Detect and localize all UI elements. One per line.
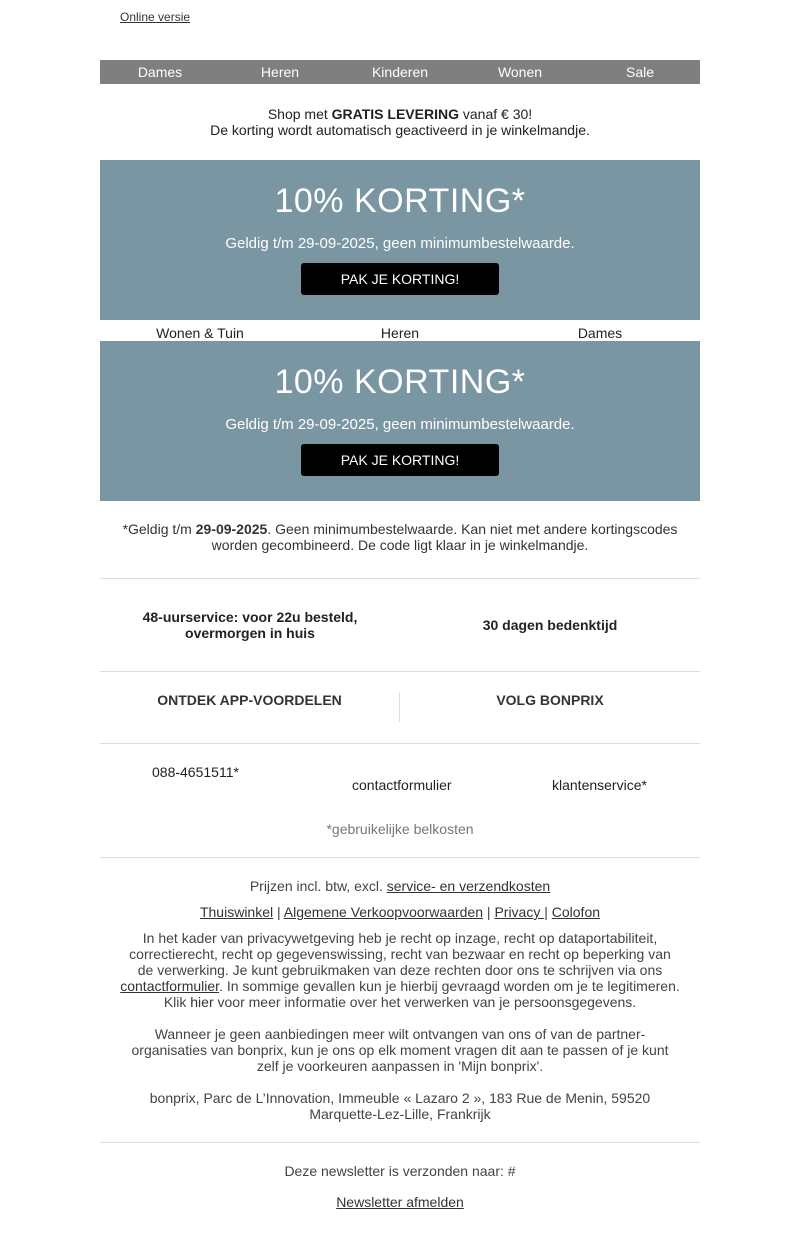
banner-title: 10% KORTING* [274, 363, 526, 401]
privacy-link[interactable]: Privacy [494, 904, 545, 920]
nav-item-heren[interactable]: Heren [260, 64, 300, 80]
privacy-here-link[interactable]: hier [190, 994, 214, 1010]
usp-delivery-line1: 48-uurservice: voor 22u besteld, [142, 609, 358, 625]
footer-links [100, 904, 700, 920]
prices-prefix: Prijzen incl. btw, excl. [249, 878, 387, 894]
discount-banner-2[interactable] [100, 341, 700, 501]
privacy-text-2: . In sommige gevallen kun je hierbij gevraagd worden om je te legitimeren. Klik [163, 978, 680, 1010]
nav-item-kinderen[interactable]: Kinderen [371, 64, 429, 80]
privacy-text [120, 930, 680, 1010]
unsubscribe-link[interactable]: Newsletter afmelden [336, 1194, 464, 1210]
prices-note [100, 878, 700, 894]
nav-item-wonen[interactable]: Wonen [497, 64, 543, 80]
banner-title: 10% KORTING* [274, 182, 526, 220]
discount-banner[interactable] [100, 160, 700, 320]
usp-delivery [130, 609, 370, 641]
contact-form-link[interactable]: contactformulier [352, 777, 452, 793]
banner-subtitle: Geldig t/m 29-09-2025, geen minimumbestelwaarde. [225, 235, 575, 252]
disclaimer-rest: . Geen minimumbestelwaarde. Kan niet met andere kortingscodes worden gecombineerd. De code ligt klaar in je winkelmandje. [211, 521, 678, 553]
call-cost-note: *gebruikelijke belkosten [326, 821, 474, 837]
nav-item-sale[interactable]: Sale [625, 64, 655, 80]
claim-discount-button[interactable]: PAK JE KORTING! [301, 263, 499, 295]
main-nav [100, 60, 700, 84]
follow-bonprix-link[interactable]: VOLG BONPRIX [496, 692, 604, 708]
company-address: bonprix, Parc de L’Innovation, Immeuble « Lazaro 2 », 183 Rue de Menin, 59520 Marquette-Lez-Lille, Frankrijk [149, 1090, 651, 1122]
divider [100, 671, 700, 672]
usp-delivery-line2: overmorgen in huis [185, 625, 315, 641]
privacy-text-3: voor meer informatie over het verwerken van je persoonsgegevens. [213, 994, 637, 1010]
disclaimer-prefix: *Geldig t/m [122, 521, 196, 537]
category-links [100, 325, 700, 341]
service-costs-link[interactable]: service- en verzendkosten [386, 878, 551, 894]
privacy-text-1: In het kader van privacywetgeving heb je recht op inzage, recht op dataportabiliteit, correctierecht, recht op gegevenswissing, recht van bezwaar en recht op beperking van de verwerking. Je kunt gebruikmaken van deze rechten door ons te schrijven via ons [129, 930, 671, 978]
terms-link[interactable]: Algemene Verkoopvoorwaarden [283, 904, 484, 920]
divider [100, 743, 700, 744]
separator: | [273, 904, 284, 920]
nav-item-dames[interactable]: Dames [137, 64, 183, 80]
thuiswinkel-link[interactable]: Thuiswinkel [199, 904, 274, 920]
phone-link[interactable]: 088-4651511* [152, 764, 239, 780]
divider [100, 857, 700, 858]
privacy-contact-form-link[interactable]: contactformulier [120, 978, 220, 994]
divider [100, 578, 700, 579]
category-dames[interactable]: Dames [577, 325, 623, 341]
shipping-prefix: Shop met [267, 106, 332, 122]
separator: | [483, 904, 495, 920]
sent-to-info: Deze newsletter is verzonden naar: # [284, 1163, 516, 1179]
claim-discount-button-2[interactable]: PAK JE KORTING! [301, 444, 499, 476]
shipping-bold: GRATIS LEVERING [331, 106, 459, 122]
shipping-suffix: vanaf € 30! [458, 106, 533, 122]
unsubscribe-info: Wanneer je geen aanbiedingen meer wilt ontvangen van ons of van de partner-organisaties van bonprix, kun je ons op elk moment vragen dit aan te passen of je kunt zelf je voorkeuren aanpassen in 'Mijn bonprix'. [131, 1026, 669, 1074]
shipping-info [100, 106, 700, 138]
separator: | [544, 904, 552, 920]
category-wonen-tuin[interactable]: Wonen & Tuin [156, 325, 244, 341]
app-benefits-link[interactable]: ONTDEK APP-VOORDELEN [157, 692, 342, 708]
usp-return: 30 dagen bedenktijd [482, 617, 618, 633]
divider [100, 1142, 700, 1143]
banner-subtitle: Geldig t/m 29-09-2025, geen minimumbestelwaarde. [225, 416, 575, 433]
customer-service-link[interactable]: klantenservice* [552, 777, 647, 793]
unsubscribe-row [100, 1194, 700, 1210]
colofon-link[interactable]: Colofon [551, 904, 601, 920]
shipping-line2: De korting wordt automatisch geactiveerd in je winkelmandje. [210, 122, 590, 138]
discount-disclaimer [100, 521, 700, 553]
category-heren[interactable]: Heren [380, 325, 420, 341]
disclaimer-date: 29-09-2025 [195, 521, 268, 537]
online-version-link[interactable]: Online versie [120, 10, 191, 24]
